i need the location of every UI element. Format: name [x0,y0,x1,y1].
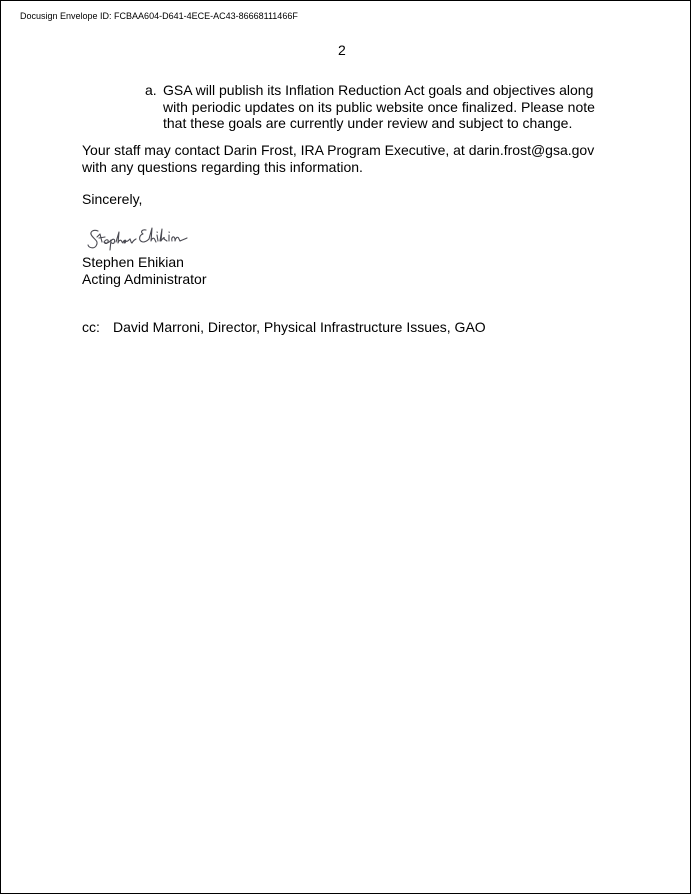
closing-salutation: Sincerely, [82,191,143,207]
docusign-envelope-id: Docusign Envelope ID: FCBAA604-D641-4ECE-AC43-86668111466F [20,11,298,21]
cc-recipient: David Marroni, Director, Physical Infrastructure Issues, GAO [113,319,486,335]
signer-title: Acting Administrator [82,271,207,287]
handwritten-signature [86,222,188,254]
list-item-text: GSA will publish its Inflation Reduction Act goals and objectives along with periodic updates on its public website once finalized. Please note that these goals are currently under review and subject to change. [163,82,595,131]
cc-label: cc: [82,319,100,335]
list-marker: a. [145,82,157,98]
page-number: 2 [338,42,346,58]
contact-paragraph: Your staff may contact Darin Frost, IRA Program Executive, at darin.frost@gsa.gov with any questions regarding this information. [82,142,595,175]
signer-name: Stephen Ehikian [82,254,184,270]
